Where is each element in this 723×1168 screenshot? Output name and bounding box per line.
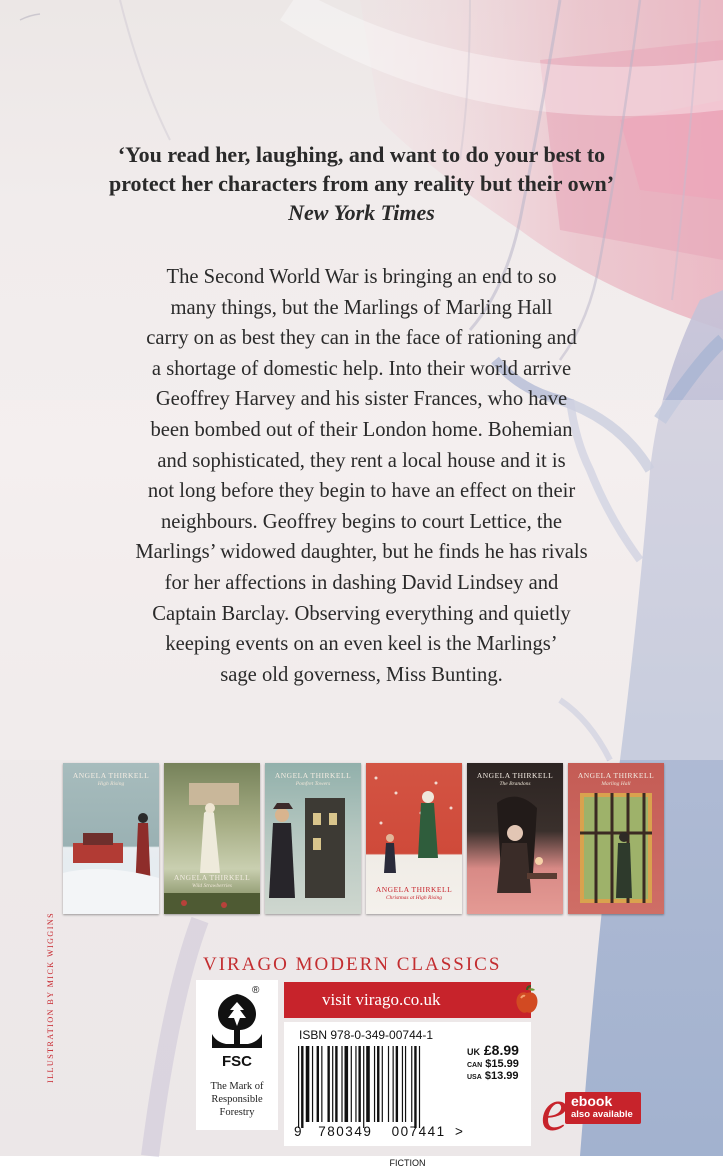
description-line: been bombed out of their London home. Bohemian — [150, 418, 573, 441]
barcode-bar — [341, 1046, 342, 1122]
fsc-tagline-line: Responsible — [211, 1094, 263, 1105]
barcode-bar — [306, 1046, 310, 1122]
ebook-label — [565, 1092, 641, 1124]
description-line: not long before they begin to have an effect on their — [147, 480, 576, 503]
price-uk-value: £8.99 — [483, 1042, 519, 1058]
barcode-bar — [405, 1046, 406, 1122]
book-cover-pomfret-towers[interactable] — [265, 763, 361, 914]
barcode-bar — [411, 1046, 412, 1122]
book-author: ANGELA THIRKELL — [476, 771, 554, 780]
barcode-bar — [355, 1046, 356, 1122]
barcode-bar — [402, 1046, 403, 1122]
description-line: Captain Barclay. Observing everything and quietly — [152, 602, 571, 625]
barcode-bar — [363, 1046, 364, 1128]
fsc-tagline-line: Forestry — [219, 1107, 255, 1118]
description-line: sage old governess, Miss Bunting. — [220, 663, 503, 686]
quote-source: New York Times — [288, 200, 435, 225]
quote-line-2: protect her characters from any reality but their own’ — [108, 171, 615, 196]
book-author: ANGELA THIRKELL — [274, 771, 352, 780]
barcode-bar — [321, 1046, 322, 1122]
price-usa-label: USA — [467, 1074, 482, 1081]
book-title: Christmas at High Rising — [385, 895, 443, 901]
price-usa — [467, 1070, 519, 1082]
barcode-bar — [327, 1046, 329, 1122]
barcode-bar — [419, 1046, 420, 1128]
price-uk-label: UK — [467, 1047, 480, 1057]
barcode-end-mark: > — [454, 1124, 465, 1139]
barcode-bar — [345, 1046, 349, 1122]
barcode — [298, 1046, 466, 1128]
book-illustration — [164, 763, 260, 914]
barcode-bar — [377, 1046, 379, 1122]
quote-line-1: ‘You read her, laughing, and want to do your best to — [117, 142, 606, 167]
barcode-bar — [335, 1046, 337, 1122]
barcode-bar — [374, 1046, 375, 1122]
barcode-group-2: 007441 — [391, 1124, 446, 1139]
book-title: Marling Hall — [601, 781, 631, 787]
barcode-bar — [388, 1046, 389, 1122]
barcode-bar — [414, 1046, 416, 1128]
ebook-e-icon: e — [541, 1077, 568, 1143]
book-author: ANGELA THIRKELL — [375, 885, 453, 894]
fsc-tagline — [196, 1080, 278, 1119]
barcode-lead-digit: 9 — [294, 1124, 304, 1139]
ebook-title: ebook — [571, 1093, 613, 1109]
book-title: High Rising — [97, 781, 125, 787]
barcode-bar — [332, 1046, 333, 1122]
ebook-subtitle: also available — [571, 1109, 633, 1120]
price-can-label: CAN — [467, 1062, 483, 1069]
book-title: Pomfret Towers — [295, 781, 331, 787]
isbn-number: ISBN 978-0-349-00744-1 — [299, 1028, 434, 1042]
description-line: keeping events on an even keel is the Marlings’ — [165, 633, 558, 656]
book-cover-high-rising[interactable] — [63, 763, 159, 914]
description-line: Geoffrey Harvey and his sister Frances, who have — [155, 388, 568, 411]
description-line: carry on as best they can in the face of rationing and — [146, 327, 577, 350]
review-quote — [60, 140, 663, 227]
price-can — [467, 1058, 519, 1070]
price-list — [467, 1042, 519, 1082]
apple-icon — [515, 986, 539, 1014]
barcode-digits — [294, 1124, 464, 1139]
barcode-bar — [393, 1046, 394, 1122]
category-label: FICTION — [389, 1158, 426, 1168]
registered-mark: ® — [252, 985, 260, 996]
fsc-tagline-line: The Mark of — [210, 1081, 264, 1092]
book-author: ANGELA THIRKELL — [577, 771, 655, 780]
book-title: Wild Strawberries — [192, 883, 232, 889]
barcode-bar — [358, 1046, 360, 1122]
website-banner[interactable] — [284, 982, 531, 1018]
description-line: for her affections in dashing David Lindsey and — [164, 571, 559, 594]
barcode-group-1: 780349 — [318, 1124, 373, 1139]
barcode-bar — [366, 1046, 370, 1122]
book-author: ANGELA THIRKELL — [72, 771, 150, 780]
series-label: VIRAGO MODERN CLASSICS — [203, 954, 502, 975]
description-line: a shortage of domestic help. Into their world arrive — [151, 357, 572, 380]
barcode-bar — [382, 1046, 383, 1122]
book-cover-marling-hall[interactable] — [568, 763, 664, 914]
description-line: The Second World War is bringing an end to so — [166, 266, 557, 288]
book-description — [110, 262, 613, 690]
illustration-credit: ILLUSTRATION BY MICK WIGGINS — [46, 911, 55, 1083]
barcode-bar — [298, 1046, 299, 1128]
description-line: Marlings’ widowed daughter, but he finds he has rivals — [135, 541, 588, 564]
barcode-bar — [312, 1046, 313, 1122]
price-uk — [467, 1042, 519, 1058]
ebook-badge — [541, 1077, 651, 1146]
website-label: visit virago.co.uk — [322, 990, 441, 1009]
book-cover-christmas-at-high-rising[interactable] — [366, 763, 462, 914]
book-title: The Brandons — [499, 781, 531, 787]
fsc-tree-icon — [208, 990, 266, 1052]
barcode-bar — [301, 1046, 303, 1128]
fsc-logo-text: FSC — [222, 1053, 252, 1070]
barcode-bar — [351, 1046, 352, 1122]
fsc-badge — [196, 980, 278, 1130]
book-author: ANGELA THIRKELL — [173, 873, 251, 882]
book-cover-the-brandons[interactable] — [467, 763, 563, 914]
barcode-bar — [317, 1046, 319, 1122]
price-can-value: $15.99 — [485, 1058, 519, 1070]
description-line: and sophisticated, they rent a local house and it is — [157, 449, 566, 472]
description-line: many things, but the Marlings of Marling Hall — [170, 296, 553, 319]
price-usa-value: $13.99 — [484, 1070, 519, 1082]
description-line: neighbours. Geoffrey begins to court Lettice, the — [160, 510, 563, 533]
book-cover-wild-strawberries[interactable] — [164, 763, 260, 914]
barcode-bar — [396, 1046, 398, 1122]
barcode-block — [284, 1022, 531, 1168]
